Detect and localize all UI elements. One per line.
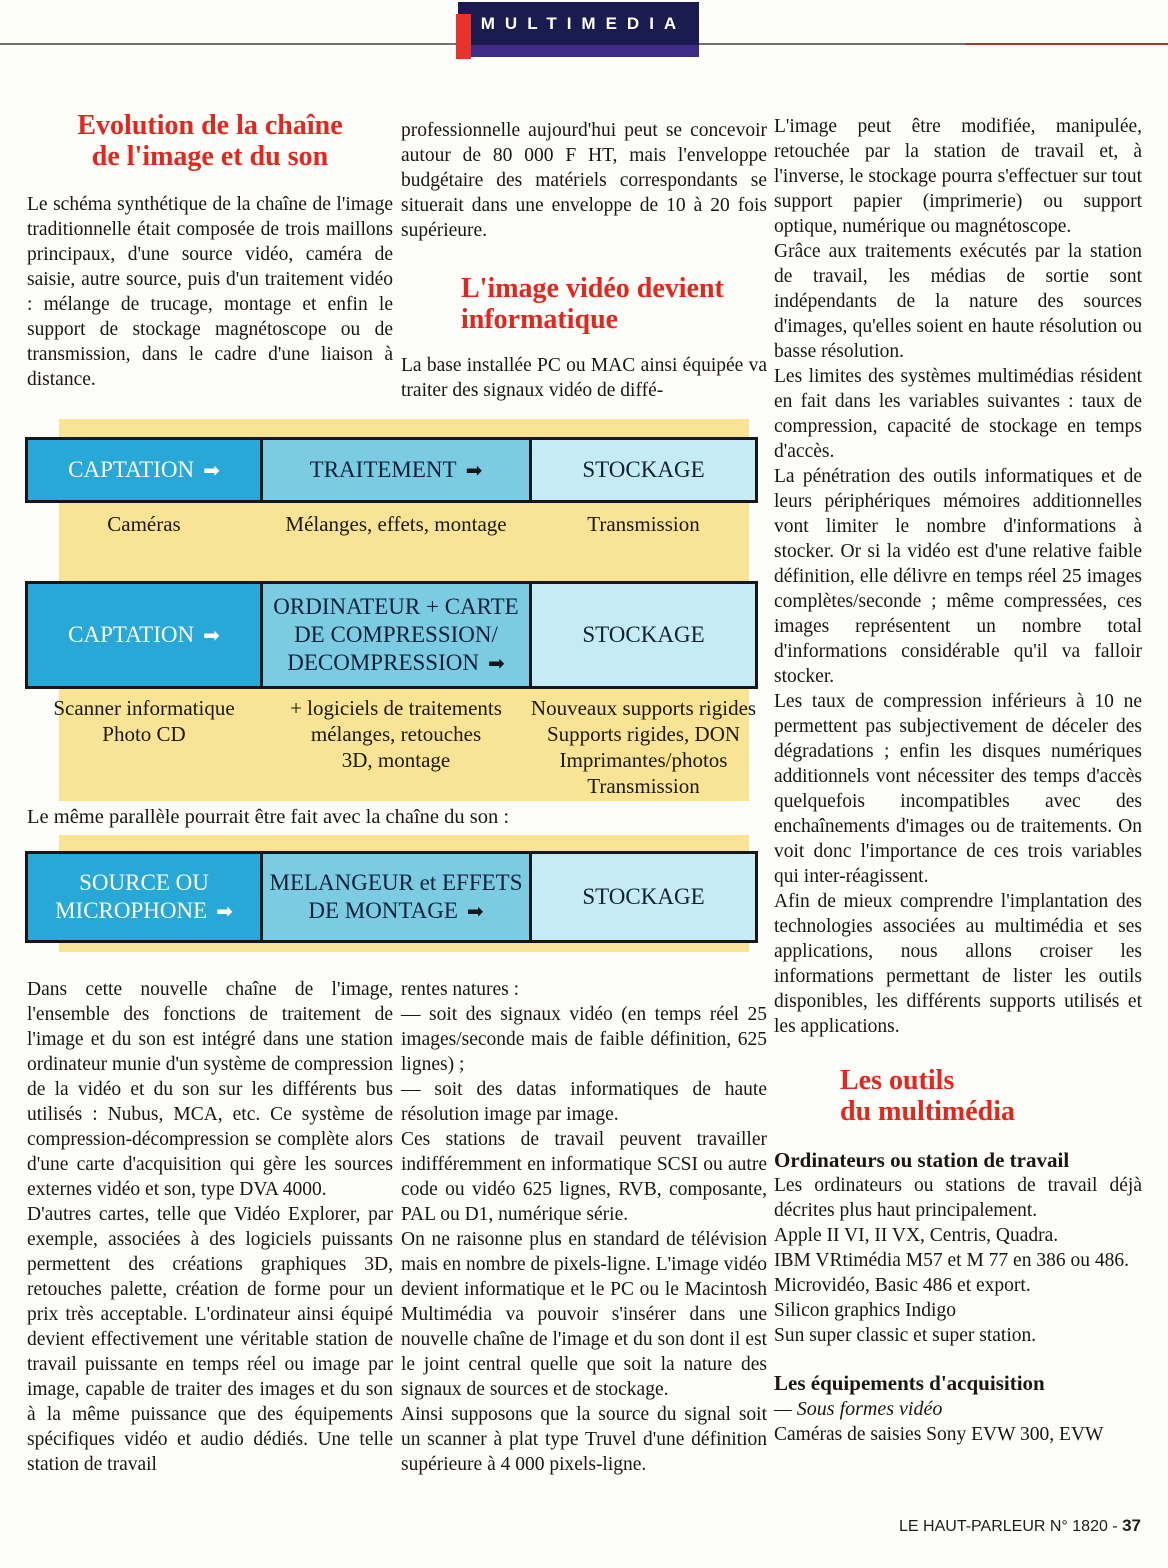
paragraph: Le schéma synthétique de la chaîne de l'image traditionnelle était composée de trois maillons principaux, d'une source vidéo, caméra de saisie, autre source, puis d'un traitement vidéo : mélange de trucage, montage et enfin le support de stockage magnétoscope ou de transmission, dans le cadre d'une liaison à distance. <box>27 194 393 390</box>
caption-line: Photo CD <box>102 722 186 746</box>
banner-purple-strip <box>463 45 699 57</box>
paragraph: L'image peut être modifiée, manipulée, retouchée par la station de travail et, à l'inverse, le stockage pourra s'effectuer sur tout support papier (imprimerie) ou support optique, numérique ou magnétoscope. <box>774 116 1142 237</box>
article-heading-3-line2: du multimédia <box>840 1096 1016 1127</box>
diagram-box-source-microphone <box>28 854 260 940</box>
paragraph: — soit des datas informatiques de haute résolution image par image. <box>401 1079 767 1125</box>
column-1-top <box>27 110 393 392</box>
header-rule-right <box>965 43 1168 45</box>
caption: Caméras <box>107 512 181 536</box>
diagram-row-3 <box>25 851 758 943</box>
paragraph: La base installée PC ou MAC ainsi équipée va traiter des signaux vidéo de diffé- <box>401 355 767 401</box>
box-label: CAPTATION <box>68 456 195 482</box>
subheading-italic-note: — Sous formes vidéo <box>774 1398 943 1420</box>
section-banner-title: MULTIMEDIA <box>480 13 687 33</box>
diagram-box-traitement <box>260 440 532 500</box>
paragraph: Caméras de saisies Sony EVW 300, EVW <box>774 1424 1104 1445</box>
paragraph: On ne raisonne plus en standard de télévision mais en nombre de pixels-ligne. L'image vidéo devient informatique et le PC ou le Macintosh Multimédia va pouvoir s'insérer dans une nouvelle chaîne de l'image et du son dont il est le joint central quelle que soit la nature des signaux de sources et de stockage. <box>401 1229 767 1400</box>
caption-line: Transmission <box>587 774 700 798</box>
article-heading-2 <box>401 273 767 335</box>
paragraph: Ces stations de travail peuvent travailler indifféremment en informatique SCSI ou autre code ou vidéo 625 lignes, RVB, composante, PAL ou D1, numérique série. <box>401 1129 767 1225</box>
article-heading-1-line1: Evolution de la chaîne <box>77 110 343 141</box>
diagram-box-captation-1 <box>28 440 260 500</box>
diagram-box-melangeur <box>260 854 532 940</box>
column-1-bottom <box>27 977 393 1477</box>
box-label: DECOMPRESSION <box>287 649 479 675</box>
article-heading-3 <box>774 1065 1142 1127</box>
arrow-right-icon: ➡ <box>203 624 220 647</box>
arrow-right-icon: ➡ <box>203 459 220 482</box>
caption-line: + logiciels de traitements <box>290 696 502 720</box>
caption-line: Scanner informatique <box>53 696 235 720</box>
paragraph: Dans cette nouvelle chaîne de l'image, l'ensemble des fonctions de traitement de l'image et du son est intégré dans une station ordinateur munie d'un système de compression de la vidéo et du son sur les différents bus utilisés : Nubus, MCA, etc. Ce système de compression-décompression se complète alors d'une carte d'acquisition qui gère les sources externes vidéo et son, type DVA 4000. <box>27 979 393 1200</box>
diagram-row-2 <box>25 581 758 689</box>
paragraph: Microvidéo, Basic 486 et export. <box>774 1275 1031 1296</box>
box-label: STOCKAGE <box>582 622 705 647</box>
diagram-note: Le même parallèle pourrait être fait avec la chaîne du son : <box>27 806 510 828</box>
paragraph: rentes natures : <box>401 979 520 1000</box>
paragraph: D'autres cartes, telle que Vidéo Explorer, par exemple, associées à des logiciels puissants permettent des créations graphiques 3D, retouches palette, création de forme pour un prix très acceptable. L'ordinateur ainsi équipé devient effectivement une véritable station de travail puissante en temps réel ou image par image, capable de traiter des images et du son à la même puissance que des équipements spécifiques vidéo et audio dédiés. Une telle station de travail <box>27 1204 393 1475</box>
box-label: DE COMPRESSION/ <box>294 621 498 647</box>
box-label: MICROPHONE <box>55 897 208 923</box>
paragraph: Apple II VI, II VX, Centris, Quadra. <box>774 1225 1059 1246</box>
diagram-row-1 <box>25 437 758 503</box>
diagram-box-stockage-2 <box>532 584 755 686</box>
column-2-bottom <box>401 977 767 1477</box>
paragraph: Les taux de compression inférieurs à 10 ne permettent pas subjectivement de déceler des dégradations ; enfin les disques numériques additionnels vont nécessiter des temps d'accès quelquefois incompatibles avec des enchaînements d'images ou de traitements. On voit donc l'importance de ces trois variables qui inter-réagissent. <box>774 691 1142 887</box>
paragraph: Grâce aux traitements exécutés par la station de travail, les médias de sortie sont indépendants de la nature des sources d'images, qu'elles soient en haute résolution ou basse résolution. <box>774 241 1142 362</box>
diagram-row-2-captions <box>25 695 758 799</box>
article-heading-2-line1: L'image vidéo devient <box>461 273 724 304</box>
caption-line: Supports rigides, DON <box>546 722 741 746</box>
paragraph: Les limites des systèmes multimédias résident en fait dans les variables suivantes : taux de compression, capacité de stockage en temps d'accès. <box>774 366 1142 462</box>
arrow-right-icon: ➡ <box>216 900 233 923</box>
paragraph: Silicon graphics Indigo <box>774 1300 956 1321</box>
paragraph: Les ordinateurs ou stations de travail déjà décrites plus haut principalement. <box>774 1175 1142 1221</box>
box-label: ORDINATEUR + CARTE <box>273 593 519 619</box>
arrow-right-icon: ➡ <box>466 900 484 923</box>
box-label: CAPTATION <box>68 621 195 647</box>
article-heading-3-line1: Les outils <box>840 1065 955 1096</box>
box-label: STOCKAGE <box>582 884 705 909</box>
image-chain-diagram <box>25 415 758 967</box>
footer-journal-issue: LE HAUT-PARLEUR N° 1820 - <box>899 1518 1123 1535</box>
caption-line: Imprimantes/photos <box>559 748 728 772</box>
subheading-ordinateurs: Ordinateurs ou station de travail <box>774 1148 1070 1172</box>
diagram-box-stockage-1 <box>532 440 755 500</box>
header-rule-left <box>0 43 458 45</box>
caption-line: mélanges, retouches <box>310 722 482 746</box>
paragraph: La pénétration des outils informatiques et de leurs périphériques mémoires additionnelles vont limiter le nombre d'informations à stocker. Or si la vidéo est d'une relative faible définition, elle délivre en temps réel 25 images complètes/seconde ; même compressées, ces images représentent un nombre total d'informations considérable qu'il va falloir stocker. <box>774 466 1142 687</box>
article-heading-1 <box>27 110 393 172</box>
caption: Mélanges, effets, montage <box>285 512 507 536</box>
section-banner <box>458 2 699 45</box>
header-rule-mid <box>699 43 965 45</box>
page-footer <box>700 1516 1141 1536</box>
paragraph: Ainsi supposons que la source du signal soit un scanner à plat type Truvel d'une définition supérieure à 4 000 pixels-ligne. <box>401 1404 767 1475</box>
paragraph: IBM VRtimédia M57 et M 77 en 386 ou 486. <box>774 1250 1129 1271</box>
paragraph: — soit des signaux vidéo (en temps réel 25 images/seconde mais de faible définition, 625 lignes) ; <box>401 1004 767 1075</box>
diagram-box-stockage-3 <box>532 854 755 940</box>
diagram-box-captation-2 <box>28 584 260 686</box>
box-label: DE MONTAGE <box>308 897 458 923</box>
diagram-box-ordinateur <box>260 584 532 686</box>
paragraph: Afin de mieux comprendre l'implantation des technologies associées au multimédia et ses applications, nous allons croiser les informations permettant de lister les outils disponibles, les différents supports utilisés et les applications. <box>774 891 1142 1037</box>
caption-line: 3D, montage <box>341 748 451 772</box>
arrow-right-icon: ➡ <box>487 652 505 675</box>
footer-page-number: 37 <box>1122 1516 1141 1535</box>
box-label: MELANGEUR et EFFETS <box>269 869 523 895</box>
box-label: STOCKAGE <box>582 457 705 482</box>
paragraph: professionnelle aujourd'hui peut se concevoir autour de 80 000 F HT, mais l'enveloppe budgétaire des matériels correspondants se situerait dans une enveloppe de 10 à 20 fois supérieure. <box>401 120 767 241</box>
column-2-top <box>401 118 767 403</box>
column-3 <box>774 114 1142 1447</box>
red-accent-bar <box>456 14 471 59</box>
diagram-row-1-captions <box>25 511 758 537</box>
box-label: TRAITEMENT <box>309 456 457 482</box>
box-label: SOURCE OU <box>79 869 209 895</box>
caption-line: Nouveaux supports rigides <box>530 696 757 720</box>
caption <box>529 695 758 799</box>
subheading-equipements: Les équipements d'acquisition <box>774 1371 1045 1395</box>
caption: Transmission <box>587 512 700 536</box>
arrow-right-icon: ➡ <box>465 459 483 482</box>
caption <box>263 695 529 799</box>
article-heading-2-line2: informatique <box>461 304 619 335</box>
paragraph: Sun super classic et super station. <box>774 1325 1037 1346</box>
caption <box>25 695 263 799</box>
article-heading-1-line2: de l'image et du son <box>91 141 329 172</box>
